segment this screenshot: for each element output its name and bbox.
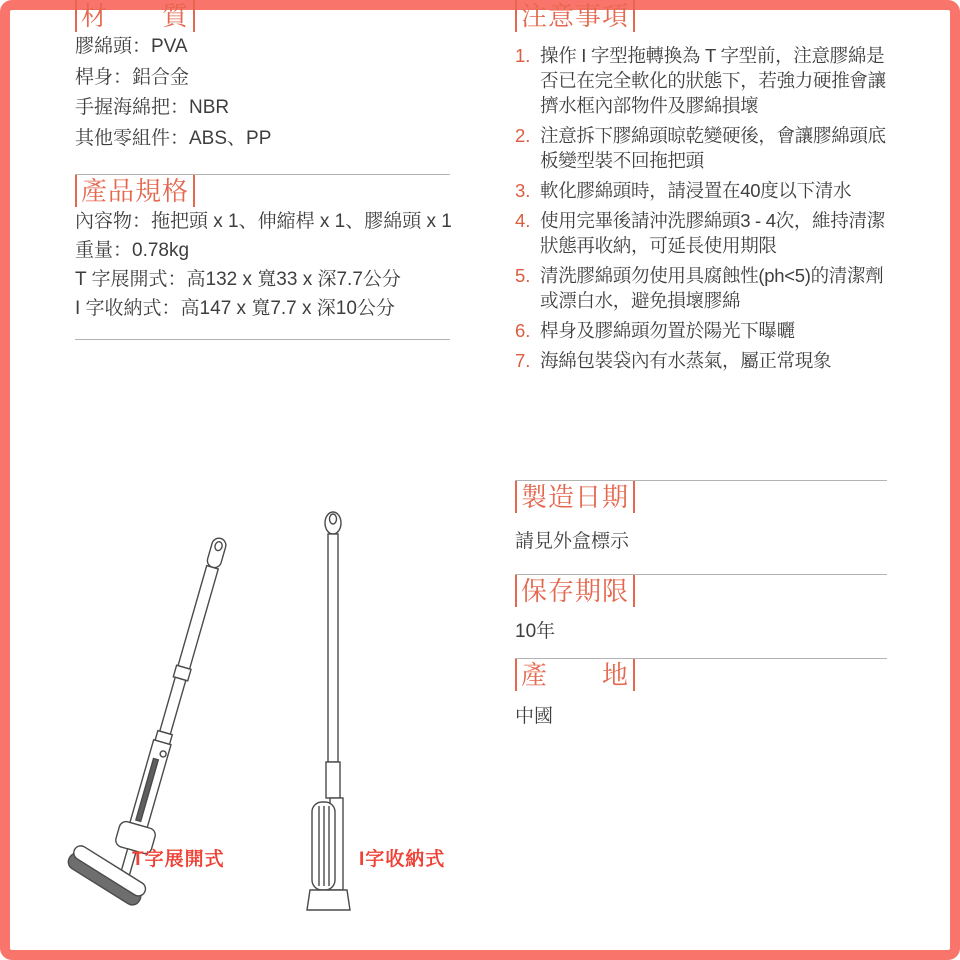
material-item: 手握海綿把：NBR bbox=[75, 97, 230, 118]
shelf-life-title: 保存期限 bbox=[515, 575, 635, 607]
shelf-life-value: 10年 bbox=[515, 621, 556, 642]
note-text: 軟化膠綿頭時，請浸置在40度以下清水 bbox=[540, 180, 852, 201]
note-item bbox=[515, 123, 889, 173]
note-item bbox=[515, 208, 889, 258]
divider bbox=[75, 339, 450, 340]
note-text: 操作 I 字型拖轉換為 T 字型前，注意膠綿是否已在完全軟化的狀態下，若強力硬推會讓擠水框內部物件及膠綿損壞 bbox=[540, 45, 886, 116]
note-text: 使用完畢後請沖洗膠綿頭3 - 4次，維持清潔狀態再收納，可延長使用期限 bbox=[540, 210, 885, 256]
note-item bbox=[515, 318, 889, 343]
origin-value: 中國 bbox=[515, 706, 554, 727]
spec-item: 重量：0.78kg bbox=[75, 240, 190, 261]
note-item bbox=[515, 178, 889, 203]
i-shape-label: I字收納式 bbox=[359, 849, 446, 870]
material-item: 膠綿頭：PVA bbox=[75, 36, 188, 57]
t-shape-label: T字展開式 bbox=[132, 849, 225, 870]
material-item: 其他零組件：ABS、PP bbox=[75, 127, 272, 149]
origin-title: 產 地 bbox=[515, 659, 635, 691]
note-text: 注意拆下膠綿頭晾乾變硬後，會讓膠綿頭底板變型裝不回拖把頭 bbox=[540, 125, 886, 171]
note-text: 清洗膠綿頭勿使用具腐蝕性(ph<5)的清潔劑或漂白水，避免損壞膠綿 bbox=[540, 265, 884, 311]
right-column-lower bbox=[515, 480, 887, 728]
manufacture-date-title: 製造日期 bbox=[515, 481, 635, 513]
note-number: 6. bbox=[515, 320, 531, 341]
specs-list bbox=[75, 207, 450, 323]
note-item bbox=[515, 348, 889, 373]
right-column bbox=[515, 0, 889, 378]
spec-item: T 字展開式：高132 x 寬33 x 深7.7公分 bbox=[75, 269, 401, 290]
spec-item: I 字收納式：高147 x 寬7.7 x 深10公分 bbox=[75, 298, 395, 319]
note-item bbox=[515, 263, 889, 313]
note-number: 7. bbox=[515, 350, 531, 371]
note-item bbox=[515, 43, 889, 118]
notes-list bbox=[515, 43, 889, 373]
note-number: 2. bbox=[515, 125, 531, 146]
note-text: 海綿包裝袋內有水蒸氣，屬正常現象 bbox=[540, 350, 832, 371]
notes-section-title: 注意事項 bbox=[515, 0, 635, 32]
material-item: 桿身：鋁合金 bbox=[75, 66, 190, 88]
note-number: 4. bbox=[515, 210, 531, 231]
product-figure bbox=[60, 505, 500, 920]
manufacture-date-value: 請見外盒標示 bbox=[515, 531, 630, 552]
spec-item: 內容物：拖把頭 x 1、伸縮桿 x 1、膠綿頭 x 1 bbox=[75, 211, 452, 232]
material-list bbox=[75, 32, 450, 154]
note-text: 桿身及膠綿頭勿置於陽光下曝曬 bbox=[540, 320, 795, 341]
note-number: 5. bbox=[515, 265, 531, 286]
left-column bbox=[75, 0, 450, 340]
specs-section-title: 產品規格 bbox=[75, 175, 195, 207]
note-number: 1. bbox=[515, 45, 531, 66]
material-section-title: 材 質 bbox=[75, 0, 195, 32]
note-number: 3. bbox=[515, 180, 531, 201]
